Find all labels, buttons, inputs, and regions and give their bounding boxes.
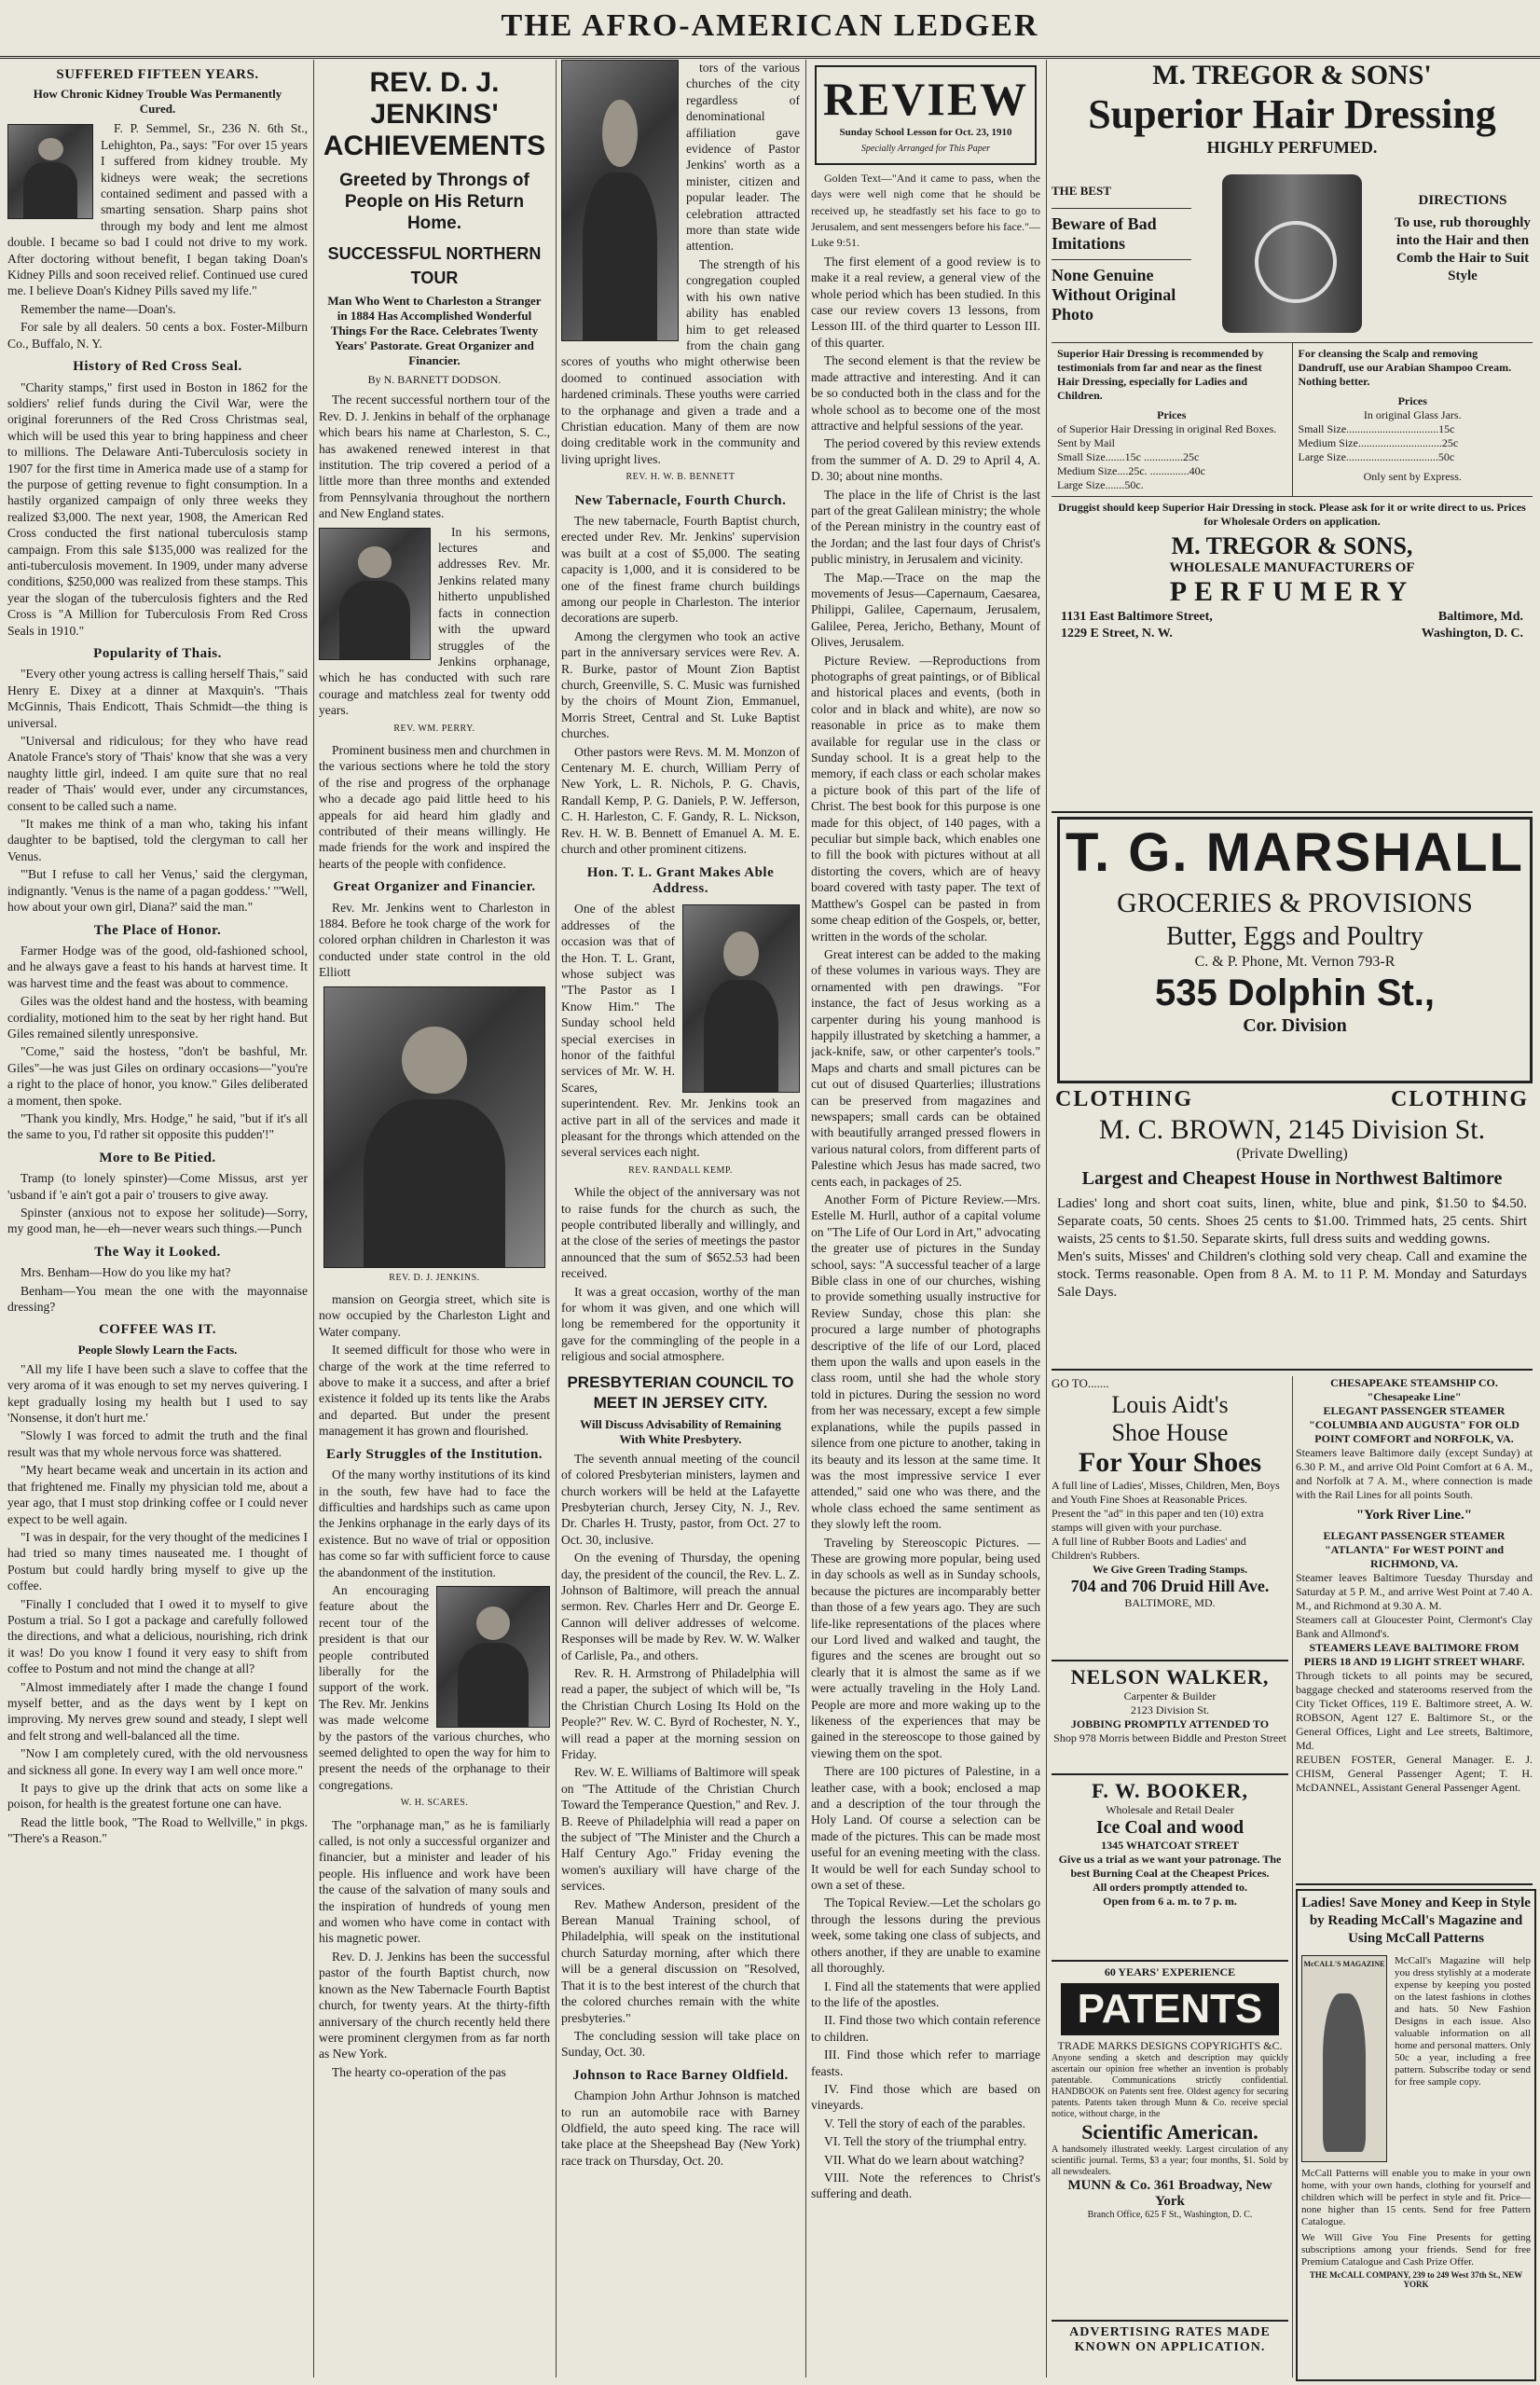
- aidt-name: Louis Aidt's: [1111, 1391, 1229, 1418]
- ad-aidt: [1052, 1376, 1288, 1661]
- tregor-address-1: 1131 East Baltimore Street,: [1061, 610, 1213, 624]
- tregor-express: Only sent by Express.: [1363, 470, 1462, 483]
- booker-body: Give us a trial as we want your patronage. The best Burning Coal at the Cheapest Prices.: [1058, 1853, 1282, 1880]
- review-deck-2: Specially Arranged for This Paper: [860, 144, 991, 155]
- article-text: The strength of his congregation coupled with his own native ability has enabled him to get released from the chain gang scores of youths who might otherwise been doomed to continued association with hardened criminals. These youths were carried to the orphanage and given a trade and a Christian education. Many of them are now doing creditable work in the community and living upright lives.: [561, 256, 800, 466]
- patents-body-2: A handsomely illustrated weekly. Largest circulation of any scientific journal. Terms, $3 a year; four months, $1. Sold by all newsdealers.: [1052, 2144, 1288, 2177]
- tregor-address-2: 1229 E Street, N. W.: [1061, 627, 1173, 641]
- article-text: The second element is that the review be made attractive and interesting. And it can be so conducted both in the class and for the whole school as to become one of the most attractive and helpful sessions of the year.: [811, 353, 1040, 433]
- clothing-label-right: CLOTHING: [1390, 1087, 1529, 1111]
- headline-grant: Hon. T. L. Grant Makes Able Address.: [586, 864, 775, 896]
- marshall-corner: Cor. Division: [1243, 1015, 1347, 1036]
- article-text: It seemed difficult for those who were in charge of the work at the time referred to above to make it a success, and after a brief existence it folded up its tents like the Arabs and departed. But under the present management it has grown and flourished.: [319, 1343, 550, 1439]
- tregor-price-small: Small Size.......15c ..............25c: [1057, 450, 1200, 463]
- atlanta-body: Steamer leaves Baltimore Tuesday Thursday and Saturday at 5 P. M., and arrive West Point at 7.40 A. M., and Richmond at 9.30 A. M.: [1296, 1571, 1533, 1612]
- aidt-body-3: A full line of Rubber Boots and Ladies' and Children's Rubbers.: [1052, 1535, 1246, 1562]
- article-text: Rev. D. J. Jenkins has been the successful pastor of the fourth Baptist church, now known as the New Tabernacle Fourth Baptist church, for twenty years. At the thirty-fifth anniversary of the church recently held there were prominent clergymen from as far north as New York.: [319, 1949, 550, 2061]
- mccall-headline: Ladies! Save Money and Keep in Style by Reading McCall's Magazine and Using McCall Patterns: [1301, 1896, 1531, 1946]
- atlanta-heading: ELEGANT PASSENGER STEAMER "ATLANTA" For WEST POINT and RICHMOND, VA.: [1323, 1529, 1506, 1570]
- tregor-directions-title: DIRECTIONS: [1418, 193, 1507, 208]
- marshall-name: T. G. MARSHALL: [1066, 822, 1524, 883]
- ad-booker: [1052, 1779, 1288, 1962]
- column-rule: [556, 60, 557, 2378]
- patents-title: PATENTS: [1061, 1983, 1279, 2035]
- article-text: The concluding session will take place on Sunday, Oct. 30.: [561, 2028, 800, 2060]
- caption-bennett: REV. H. W. B. BENNETT: [626, 472, 736, 483]
- tregor-price-large: Large Size.......50c.: [1057, 478, 1144, 491]
- tregor-cleanse: For cleansing the Scalp and removing Dandruff, use our Arabian Shampoo Cream. Nothing better.: [1298, 347, 1512, 388]
- article-text: "Universal and ridiculous; for they who have read Anatole France's story of 'Thais' know that she was a very naughty little girl, indeed. I am quite sure that no real reader of 'Thais' would ever, under any circumstances, consent to be called such a name.: [7, 734, 308, 813]
- article-text: Traveling by Stereoscopic Pictures. —These are growing more popular, being used in day schools as well as in Sunday schools, because the pictures are incomparably better than those of a few years ago. They are such life-like representations of the places where our Lord lived and walked and taught, the figures and the scenes are brought out so clearly that it is almost the same as if we were actually traveling in the Holy Land. People are more and more waking up to the likeness of the experiences that may be gained in the stereoscope to those gained by viewing them on the spot.: [811, 1535, 1040, 1760]
- article-text: "All my life I have been such a slave to coffee that the very aroma of it was enough to set my nerves quivering. I kept gradually losing my health but I used to say 'Nonsense, it don't hurt me.': [7, 1361, 308, 1426]
- gloucester-body: Steamers call at Gloucester Point, Clermont's Clay Bank and Allmond's.: [1296, 1613, 1533, 1640]
- article-text: There are 100 pictures of Palestine, in a leather case, with a book; enclosed a map and a description of the tour through the Holy Land. Of course a selection can be made of the pictures. This can be made most useful for an evening meeting with the class. It would be well for each Sunday school to own a set of these.: [811, 1764, 1040, 1893]
- piers-heading: STEAMERS LEAVE BALTIMORE FROM PIERS 18 AND 19 LIGHT STREET WHARF.: [1303, 1641, 1525, 1668]
- booker-name: F. W. BOOKER,: [1091, 1779, 1249, 1802]
- article-text: Great interest can be added to the making of these volumes in various ways. They are ornamented with pen drawings. "For instance, the fact of Jesus working as a carpenter during his young manhood is happily illustrated by sketching a hammer, a jack-knife, saw, or other carpenter's tools." Maps and charts and small pictures can be cut out of disused Quarterlies; illustrations can be preserved from magazines and newspapers; small cards can be obtained with beautifully arranged pressed flowers in various natural colors, from different parts of Palestine which Jesus has made sacred, two cents each, in packages of 25.: [811, 946, 1040, 1189]
- lady-figure-illustration: [1323, 1993, 1366, 2152]
- booker-trade: Wholesale and Retail Dealer: [1106, 1803, 1234, 1816]
- article-text: The first element of a good review is to make it a real review, a general view of the whole period which has been studied. In this case our review covers 13 lessons, from Lesson III. of the third quarter to Lesson III. of this quarter.: [811, 254, 1040, 350]
- review-deck: Sunday School Lesson for Oct. 23, 1910: [839, 127, 1012, 138]
- hair-dressing-tin-image: [1222, 174, 1362, 333]
- tregor-wholesale: WHOLESALE MANUFACTURERS OF: [1169, 560, 1415, 575]
- article-text: The recent successful northern tour of the Rev. D. J. Jenkins in behalf of the orphanage which bears his name at Charleston, S. C., has awakened renewed interest in that institution. The trip covered a period of a little more than three months and extended from Pennsylvania throughout the northern and New England states.: [319, 393, 550, 521]
- advertising-rates: ADVERTISING RATES MADE KNOWN ON APPLICATION.: [1069, 2325, 1271, 2354]
- article-text: One of the ablest addresses of the occasion was that of the Hon. T. L. Grant, whose subject was "The Pastor as I Know Him." The Sunday school held special exercises in honor of the faithful services of Mr. W. H. Scares, superintendent. Rev. Mr. Jenkins took an active part in all of the services and made it pleasant for the throngs which attended on the several services each night.: [561, 902, 800, 1160]
- chesapeake-name: CHESAPEAKE STEAMSHIP CO.: [1330, 1376, 1498, 1389]
- column-4: [811, 60, 1040, 2378]
- tregor-city-2: Washington, D. C.: [1421, 627, 1523, 641]
- scientific-american: Scientific American.: [1081, 2120, 1258, 2144]
- marshall-butter: Butter, Eggs and Poultry: [1166, 922, 1423, 951]
- munn-branch: Branch Office, 625 F St., Washington, D. C.: [1087, 2210, 1253, 2220]
- article-text: The hearty co-operation of the pas: [332, 2064, 506, 2079]
- article-text: Farmer Hodge was of the good, old-fashioned school, and he always gave a feast to his hands at harvest time. It was harvest time and the feast was about to commence.: [7, 943, 308, 990]
- column-rule: [805, 60, 806, 2378]
- chesapeake-body: Steamers leave Baltimore daily (except Sunday) at 6.30 P. M., and arrive Old Point Comfort at 6 A. M., and Norfolk at 7 A. M., where connection is made with the Rail Lines for all points South.: [1296, 1446, 1533, 1501]
- headline-looked: The Way it Looked.: [94, 1244, 221, 1260]
- tregor-city-1: Baltimore, Md.: [1437, 610, 1523, 624]
- article-text: Rev. Mathew Anderson, president of the Berean Manual Training school, of Philadelphia, will speak on the institutional church Saturday morning, after which there will be a general discussion on "Resolved, That it is to the best interest of the church that the colored churches remain with the white presbyteries.": [561, 1896, 800, 2025]
- article-text: "Come," said the hostess, "don't be bashful, Mr. Giles"—he was just Giles on ordinary occasions—"you're a right to the place of honor, you know." Giles deliberated a moment, then spoke.: [7, 1044, 308, 1108]
- article-text: "I was in despair, for the very thought of the medicines I had tried so many times nauseated me. I thought of Postum but could hardly bring myself to give up the coffee.: [7, 1529, 308, 1593]
- headline-johnson: Johnson to Race Barney Oldfield.: [572, 2067, 789, 2083]
- tregor-recommendation: Superior Hair Dressing is recommended by testimonials from far and near as the finest Hair Dressing, especially for Ladies and Children.: [1057, 347, 1264, 402]
- ad-walker: [1052, 1665, 1288, 1775]
- mccall-magazine-title: McCALL'S MAGAZINE: [1303, 1960, 1385, 1968]
- article-text: The Map.—Trace on the map the movements of Jesus—Capernaum, Caesarea, Philippi, Galilee, Capernaum, Jerusalem, Galilee, Perea, Jericho, Bethany, Mount of Olives, Jerusalem.: [811, 570, 1040, 650]
- question: VIII. Note the references to Christ's suffering and death.: [811, 2170, 1040, 2201]
- marshall-phone: C. & P. Phone, Mt. Vernon 793-R: [1194, 954, 1396, 970]
- headline-tour: SUCCESSFUL NORTHERN TOUR: [327, 244, 542, 287]
- headline-honor: The Place of Honor.: [93, 922, 222, 938]
- article-text: "Slowly I was forced to admit the truth and the final result was that my whole nervous force was shattered.: [7, 1428, 308, 1459]
- walker-shop: Shop 978 Morris between Biddle and Preston Street: [1053, 1731, 1286, 1744]
- article-text: "Now I am completely cured, with the old nervousness and sickness all gone. In every way I am well once more.": [7, 1746, 308, 1777]
- article-text: "Charity stamps," first used in Boston in 1862 for the soldiers' relief funds during the Civil War, were the original forerunners of the Red Cross Christmas seal, which will be used this year to bring happiness and cheer to millions. The Delaware Anti-Tuberculosis society in 1907 for the first time in America made use of a stamp for the purpose of getting revenue to fight consumption. In a hastily organized campaign of only three weeks they realized $3,000. The next year, 1908, the American Red Cross conducted the first national tuberculosis stamp campaign. From this sale $135,000 was realized for the anti-tuberculosis movement. In 1909, under many adverse conditions, $250,000 was realized from these stamps. This year the slogan of the tuberculosis fighters and the Red Cross is "A Million for Tuberculosis From Red Cross Seals in 1910.": [7, 379, 308, 638]
- article-text: An encouraging feature about the recent tour of the president is that our people contributed liberally for the support of the work. The Rev. Mr. Jenkins was made welcome by the pastors of the various churches, who seemed delighted to open the way for him to present the needs of the orphanage to their congregations.: [319, 1582, 550, 1792]
- marshall-groceries: GROCERIES & PROVISIONS: [1117, 888, 1473, 918]
- aidt-body: A full line of Ladies', Misses, Children, Men, Boys and Youth Fine Shoes at Reasonable Prices.: [1052, 1479, 1280, 1506]
- photo-rev-jenkins: [323, 986, 545, 1268]
- aidt-body-2: Present the "ad" in this paper and ten (10) extra stamps will given with your purchase.: [1052, 1507, 1264, 1534]
- question: II. Find those two which contain reference to children.: [811, 2013, 1040, 2044]
- tickets-body: Through tickets to all points may be secured, baggage checked and staterooms reserved from the City Ticket Offices, 119 E. Baltimore street, A. W. ROBSON, Agent 127 E. Baltimore St., or the General Offices, Light and Lee streets, Baltimore, Md.: [1296, 1669, 1533, 1752]
- chesapeake-line: "Chesapeake Line": [1367, 1390, 1462, 1403]
- article-text: "Every other young actress is calling herself Thais," said Henry E. Dixey at a dinner at Maxquin's. "Thais McGinnis, Thais Endicott, Thais Schmidt—the thing is universal.: [7, 667, 308, 730]
- brown-private: (Private Dwelling): [1236, 1146, 1348, 1162]
- article-text: The Topical Review.—Let the scholars go through the lessons during the previous week, some taking one class of subjects, and others another, if they are unable to examine all thoroughly.: [811, 1896, 1040, 1976]
- photo-rev-perry: [319, 528, 431, 660]
- article-text: F. P. Semmel, Sr., 236 N. 6th St., Lehighton, Pa., says: "For over 15 years I suffered from kidney trouble. My kidneys were weak; the secretions contained sediment and passed with a smarting sensation. Sharp pains shot through my body and lent me almost double. I became so bad I could not drive to my work. After doctoring without benefit, I began taking Doan's Kidney Pills and soon received relief. Continued use cured me. I believe Doan's Kidney Pills saved my life.": [7, 121, 308, 298]
- mccall-body-2: McCall Patterns will enable you to make in your own home, with your own hands, clothing for yourself and children which will be perfect in style and fit. Price—none higher than 15 cents. Send for free Pattern Catalogue.: [1301, 2168, 1531, 2227]
- munn-address: MUNN & Co. 361 Broadway, New York: [1067, 2178, 1272, 2209]
- tregor-prices2-title: Prices: [1397, 394, 1427, 407]
- article-text: Golden Text—"And it came to pass, when the days were well nigh come that he should be received up, he steadfastly set his face to go to Jerusalem, and sent messengers before his face."—Luke 9:51.: [811, 171, 1040, 250]
- article-text: "Finally I concluded that I owed it to myself to give Postum a trial. So I got a package and carefully followed the directions, and what a delicious, nourishing, rich drink it was! Do you know I found it very easy to shift from coffee to Postum and not mind the change at all?: [7, 1596, 308, 1676]
- headline-pitied: More to Be Pitied.: [99, 1150, 216, 1165]
- article-text: tors of the various churches of the city regardless of denominational affiliation gave evidence of Pastor Jenkins' worth as a minister, citizen and popular leader. The celebration attracted more than state wide attention.: [686, 61, 800, 254]
- ad-marshall: [1057, 817, 1533, 1083]
- article-text: Rev. W. E. Williams of Baltimore will speak on "The Attitude of the Christian Church Toward the Temperance Question," and Rev. J. B. Reeve of Philadelphia will read a paper on the subject of "The Minister and the Church a Half Century Ago." Friday evening the women's auxiliary will have charge of the services.: [561, 1765, 800, 1894]
- deck-presbyterian: Will Discuss Advisability of Remaining With White Presbytery.: [580, 1416, 781, 1446]
- brown-name: M. C. BROWN, 2145 Division St.: [1098, 1114, 1486, 1145]
- article-text: Rev. Mr. Jenkins went to Charleston in 1884. Before he took charge of the work for colored orphan children in Charleston it was conducted under state control in the old Elliott: [319, 900, 550, 980]
- tregor-product: Superior Hair Dressing: [1088, 91, 1496, 137]
- tregor-prices2-sub: In original Glass Jars.: [1363, 408, 1462, 421]
- column-rule: [313, 60, 314, 2378]
- article-text: Among the clergymen who took an active part in the anniversary services were Rev. A. R. Burke, pastor of Mount Zion Baptist church, Greenville, S. C. Music was furnished by the choirs of Mount Zion, Emmanuel, Morris Street, Central and St. Luke Baptist churches.: [561, 628, 800, 741]
- deck-coffee: People Slowly Learn the Facts.: [77, 1342, 238, 1357]
- masthead: THE AFRO-AMERICAN LEDGER: [0, 0, 1540, 59]
- headline-suffered: SUFFERED FIFTEEN YEARS.: [56, 67, 259, 82]
- article-text: "Almost immediately after I made the change I found myself better, and as the days went by I kept on improving. My nerves grew sound and steady, I slept well and felt strong and well-balanced all the time.: [7, 1679, 308, 1743]
- ad-mccall: [1296, 1889, 1536, 2381]
- caption-jenkins: REV. D. J. JENKINS.: [389, 1272, 480, 1283]
- article-text: Picture Review. —Reproductions from photographs of great paintings, or of Biblical and historical places and events, (both in color and in black and white), are now so reasonable in price as to make them available for regular use in the class or Sunday school. It is a great help to the memory, if each class or each scholar makes a picture book of this part of the life of Christ. The best book for this purpose is one made for this object, of 140 pages, with a peculiar but simple back, which enables one to fill the book with pictures without at all distorting the covers, which are of heavy board covered with tasty paper. The text of Matthew's Gospel can be pasted in from some cheap edition of the Gospels, or, better, written in the words of the scholar.: [811, 653, 1040, 944]
- caption-perry: REV. WM. PERRY.: [393, 723, 475, 734]
- aidt-address: 704 and 706 Druid Hill Ave.: [1070, 1577, 1270, 1595]
- marshall-address: 535 Dolphin St.,: [1154, 972, 1436, 1013]
- review-banner: [815, 65, 1037, 165]
- question: VII. What do we learn about watching?: [824, 2152, 1024, 2167]
- article-text: Of the many worthy institutions of its kind in the south, few have had to face the difficulties and hardships such as came upon the Jenkins orphanage in the early days of its existence. But no wave of trial or opposition has come so far with sufficient force to cause the abandonment of the institution.: [319, 1468, 550, 1579]
- patents-trademarks: TRADE MARKS DESIGNS COPYRIGHTS &C.: [1057, 2039, 1283, 2052]
- tregor-genuine: None Genuine Without Original Photo: [1052, 259, 1191, 330]
- walker-address: 2123 Division St.: [1130, 1703, 1210, 1716]
- article-text: The seventh annual meeting of the council of colored Presbyterian ministers, laymen and church workers will be held at the Lafayette Presbyterian church, Jersey City, N. J., Rev. Dr. Charles H. Trusty, pastor, from Oct. 27 to Oct. 30, inclusive.: [561, 1451, 800, 1547]
- column-rule: [1292, 1376, 1293, 2378]
- clothing-label-left: CLOTHING: [1055, 1087, 1194, 1111]
- tregor-jar-large: Large Size.................................50c: [1298, 450, 1455, 463]
- question: III. Find those which refer to marriage feasts.: [811, 2047, 1040, 2078]
- mccall-body: McCall's Magazine will help you dress stylishly at a moderate expense by keeping you posted on the latest fashions in clothes and hats. 50 New Fashion Designs in each issue. Also valuable information on all home and personal matters. Only 50c a year, including a free pattern. Subscribe today or send for free sample copy.: [1395, 1955, 1531, 2088]
- ad-clothing-brown: [1052, 1085, 1533, 1371]
- column-1: [7, 60, 308, 2378]
- tregor-beware: Beware of Bad Imitations: [1052, 208, 1191, 259]
- article-text: Read the little book, "The Road to Wellville," in pkgs. "There's a Reason.": [7, 1814, 308, 1846]
- article-text: mansion on Georgia street, which site is now occupied by the Charleston Light and Water company.: [319, 1292, 550, 1339]
- aidt-shoe-house: Shoe House: [1111, 1419, 1229, 1446]
- headline-struggles: Early Struggles of the Institution.: [325, 1446, 543, 1462]
- column-2: [319, 60, 550, 2378]
- walker-jobbing: JOBBING PROMPTLY ATTENDED TO: [1070, 1717, 1270, 1730]
- question: I. Find all the statements that were applied to the life of the apostles.: [811, 1978, 1040, 2009]
- article-text: Tramp (to lonely spinster)—Come Missus, arst yer 'usband if 'e ain't got a pair o' trousers to give away.: [7, 1171, 308, 1202]
- article-text: Remember the name—Doan's.: [21, 301, 176, 316]
- booker-hours: Open from 6 a. m. to 7 p. m.: [1103, 1895, 1237, 1908]
- article-text: Champion John Arthur Johnson is matched to run an automobile race with Barney Oldfield, the auto speed king. The race will take place at the Sheepshead Bay (New York) race track on Thursday, Oct. 20.: [561, 2089, 800, 2168]
- tregor-jar-medium: Medium Size..............................25c: [1298, 436, 1459, 449]
- brown-body-2: Men's suits, Misses' and Children's clothing sold very cheap. Call and examine the stock. Terms reasonable. Open from 8 A. M. to 11 P. M. Monday and Saturdays Sale Days.: [1057, 1249, 1527, 1300]
- article-text: It pays to give up the drink that acts on some like a poison, for health is the greatest fortune one can have.: [7, 1781, 308, 1812]
- booker-address: 1345 WHATCOAT STREET: [1101, 1839, 1239, 1852]
- article-text: Another Form of Picture Review.—Mrs. Estelle M. Hurll, author of a capital volume on "The Life of Our Lord in Art," advocating the greater use of pictures in the Sunday school, says: "A successful teacher of a large Bible class in one of our churches, wishing to provide something usually instructive for Review Sunday, chose this plan: she procured a large number of photographs descriptive of the life of our Lord, placed them upon the walls and upon easels in the class room, until she had the whole story told in pictures. During the session no word from her was necessary, except a few simple explanations, while the pupils passed in silence from one picture to another, taking in its beauty and its lesson at the same time. It was the most impressive service I ever attended," said one who was there, and the whole class echoed the same sentiment as they slowly left the room.: [811, 1192, 1040, 1532]
- headline-presbyterian: PRESBYTERIAN COUNCIL TO MEET IN JERSEY CITY.: [567, 1372, 794, 1412]
- question: V. Tell the story of each of the parables.: [824, 2116, 1025, 2130]
- brown-tagline: Largest and Cheapest House in Northwest Baltimore: [1081, 1168, 1503, 1189]
- mccall-body-3: We Will Give You Fine Presents for getting subscriptions among your friends. Send for free Premium Catalogue and Cash Prize Offer.: [1301, 2232, 1531, 2268]
- chesapeake-heading: ELEGANT PASSENGER STEAMER "COLUMBIA AND AUGUSTA" FOR OLD POINT COMFORT and NORFOLK, VA.: [1309, 1404, 1519, 1445]
- tregor-prices-title: Prices: [1157, 408, 1187, 421]
- photo-scares: [436, 1586, 550, 1728]
- article-text: The place in the life of Christ is the last part of the great Galilean ministry; the whole of the Perean ministry in the country east of the Jordan; and the last four days of Christ's public ministry, in Jerusalem and vicinity.: [811, 487, 1040, 567]
- tregor-druggist: Druggist should keep Superior Hair Dressing in stock. Please ask for it or write direct to us. Prices for Wholesale Orders on application.: [1058, 501, 1526, 528]
- aidt-goto: GO TO.......: [1052, 1376, 1109, 1390]
- article-text: The "orphanage man," as he is familiarly called, is not only a successful organizer and financier, but a minister and leader of his people. His influence and work have been the cause of the salvation of many souls and the inspiration of hundreds of young men and women who have come in contact with his magnetic power.: [319, 1817, 550, 1946]
- deck-stranger: Man Who Went to Charleston a Stranger in 1884 Has Accomplished Wonderful Things For the Race. Celebrates Twenty Years' Pastorate. Great Organizer and Financier.: [327, 294, 542, 367]
- patents-experience: 60 YEARS' EXPERIENCE: [1104, 1965, 1236, 1978]
- portrait-semmel: [7, 124, 93, 219]
- york-river-line: "York River Line.": [1355, 1508, 1473, 1523]
- question: VI. Tell the story of the triumphal entry.: [824, 2134, 1027, 2149]
- question: IV. Find those which are based on vineyards.: [811, 2081, 1040, 2113]
- tregor-directions: To use, rub thoroughly into the Hair and then Comb the Hair to Suit Style: [1395, 215, 1531, 283]
- ad-patents: [1052, 1965, 1288, 2322]
- article-text: For sale by all dealers. 50 cents a box. Foster-Milburn Co., Buffalo, N. Y.: [7, 320, 308, 351]
- article-text: Mrs. Benham—How do you like my hat?: [21, 1265, 231, 1280]
- walker-trade: Carpenter & Builder: [1123, 1689, 1217, 1703]
- article-text: The new tabernacle, Fourth Baptist church, erected under Rev. Mr. Jenkins' supervision was built at a cost of $5,000. The seating capacity is 1,000, and it is considered to be one of the finest frame church buildings among our people in Charleston. The interior decorations are superb.: [561, 513, 800, 626]
- walker-name: NELSON WALKER,: [1070, 1665, 1270, 1689]
- tregor-firm: M. TREGOR & SONS': [1152, 60, 1432, 90]
- tregor-best: THE BEST: [1052, 184, 1111, 198]
- headline-red-cross: History of Red Cross Seal.: [73, 359, 242, 375]
- article-text: Spinster (anxious not to expose her solitude)—Sorry, my good man, he—eh—never wears such things.—Punch: [7, 1206, 308, 1236]
- article-text: In his sermons, lectures and addresses Rev. Mr. Jenkins related many hitherto unpublished facts in connection with the upward struggles of the Jenkins orphanage, which he has conducted with such rare courage and matchless zeal for twenty odd years.: [319, 524, 550, 718]
- tregor-price-medium: Medium Size....25c. ..............40c: [1057, 464, 1205, 477]
- caption-scares: W. H. SCARES.: [400, 1798, 469, 1809]
- review-title: REVIEW: [822, 73, 1029, 125]
- tregor-perfumed: HIGHLY PERFUMED.: [1206, 138, 1378, 157]
- caption-kemp: REV. RANDALL KEMP.: [628, 1165, 733, 1176]
- column-rule: [1046, 60, 1047, 2378]
- aidt-city: BALTIMORE, MD.: [1124, 1596, 1216, 1609]
- ad-chesapeake: [1296, 1376, 1533, 1885]
- headline-tabernacle: New Tabernacle, Fourth Church.: [574, 492, 787, 508]
- officers-body: REUBEN FOSTER, General Manager. E. J. CHISM, General Passenger Agent; T. H. McDANNEL, Assistant General Passenger Agent.: [1296, 1753, 1533, 1794]
- headline-jenkins: REV. D. J. JENKINS' ACHIEVEMENTS: [323, 67, 546, 161]
- ad-tregor: [1052, 60, 1533, 813]
- article-text: "It makes me think of a man who, taking his infant daughter to be baptised, told the clergyman to call her Venus.: [7, 817, 308, 863]
- article-text: Rev. R. H. Armstrong of Philadelphia will read a paper, the subject of which will be, "Is the Christian Church Losing Its Hold on the People?" Rev. W. C. Byrd of Rochester, N. Y., will read a paper at the morning session on Friday.: [561, 1665, 800, 1761]
- article-text: "Thank you kindly, Mrs. Hodge," he said, "but if it's all the same to you, I'd rather sit opposite this pudden'!": [7, 1110, 308, 1142]
- article-text: Prominent business men and churchmen in the various sections where he told the story of the rise and progress of the orphanage who a decade ago paid little heed to his appeals for aid heard him gladly and contributed of their means willingly. He made friends for the work and inspired the hearts of the people with confidence.: [319, 742, 550, 871]
- tregor-jar-small: Small Size.................................15c: [1298, 422, 1455, 435]
- photo-rev-bennett: [561, 60, 679, 341]
- article-text: Other pastors were Revs. M. M. Monzon of Centenary M. E. church, William Perry of New York, L. R. Nichols, P. G. Chavis, Randall Kemp, P. G. Daniels, P. W. Jefferson, C. H. Harleston, C. F. Gandy, R. L. Nickson, Rev. H. W. B. Bennett of Emanuel A. M. E. church and other prominent citizens.: [561, 744, 800, 857]
- column-3: [561, 60, 800, 2378]
- photo-rev-kemp: [682, 904, 800, 1093]
- article-text: Benham—You mean the one with the mayonnaise dressing?: [7, 1283, 308, 1315]
- article-text: It was a great occasion, worthy of the man for whom it was given, and one which will long be remembered for the opportunity it gave for the commingling of the people in a religious and social atmosphere.: [561, 1284, 800, 1364]
- tregor-prices-sub: of Superior Hair Dressing in original Red Boxes. Sent by Mail: [1057, 422, 1277, 449]
- byline: By N. BARNETT DODSON.: [367, 373, 502, 386]
- headline-coffee: COFFEE WAS IT.: [98, 1322, 217, 1338]
- deck-greeted: Greeted by Throngs of People on His Return Home.: [339, 171, 529, 233]
- article-text: Giles was the oldest hand and the hostess, with beaming cordiality, motioned him to the seat by her right hand. But Giles remained silently unresponsive.: [7, 994, 308, 1041]
- aidt-stamps: We Give Green Trading Stamps.: [1092, 1563, 1248, 1576]
- aidt-for-shoes: For Your Shoes: [1078, 1447, 1262, 1478]
- booker-goods: Ice Coal and wood: [1095, 1817, 1244, 1838]
- article-text: "My heart became weak and uncertain in its action and that frightened me. Finally my physician told me, about a year ago, that I must stop drinking coffee or I could never expect to be well again.: [7, 1463, 308, 1526]
- mccall-address: THE McCALL COMPANY, 239 to 249 West 37th St., NEW YORK: [1309, 2270, 1523, 2289]
- booker-orders: All orders promptly attended to.: [1092, 1881, 1248, 1894]
- article-text: The period covered by this review extends from the summer of A. D. 29 to April 4, A. D. 30; about nine months.: [811, 436, 1040, 484]
- brown-body: Ladies' long and short coat suits, linen, white, blue and pink, $1.50 to $4.50. Separate coats, 50 cents. Shoes 25 cents to $1.00. Trimmed hats, 25 cents. Shirt waists, 25 cents to $1.50. Separate skirts, full dress suits and wedding gowns.: [1057, 1196, 1527, 1247]
- headline-organizer: Great Organizer and Financier.: [333, 879, 536, 895]
- patents-body: Anyone sending a sketch and description may quickly ascertain our opinion free whether an invention is probably patentable. Communications strictly confidential. HANDBOOK on Patents sent free. Oldest agency for securing patents. Patents taken through Munn & Co. receive special notice, without charge, in the: [1052, 2053, 1288, 2119]
- article-text: While the object of the anniversary was not to raise funds for the church as such, the people contributed liberally and willingly, and at the close of the series of meetings the pastor announced that the sum of $652.53 had been received.: [561, 1185, 800, 1281]
- headline-thais: Popularity of Thais.: [93, 646, 222, 661]
- tregor-perfumery: PERFUMERY: [1169, 576, 1415, 607]
- article-text: On the evening of Thursday, the opening day, the president of the council, the Rev. L. Z. Johnson of Baltimore, will preach the annual sermon. Rev. Charles Herr and Dr. George E. Cannon will deliver addresses of welcome. Responses will be made by Rev. W. W. Walker of Carlisle, Pa., and others.: [561, 1551, 800, 1662]
- deck-kidney: How Chronic Kidney Trouble Was Permanently Cured.: [33, 87, 282, 117]
- mccall-magazine-cover: [1301, 1955, 1387, 2162]
- tregor-firm-2: M. TREGOR & SONS,: [1171, 532, 1413, 559]
- article-text: "'But I refuse to call her Venus,' said the clergyman, indignantly. 'Venus is the name of a pagan goddess.' "'Well, how about your own girl, Diana?' said the man.": [7, 867, 308, 915]
